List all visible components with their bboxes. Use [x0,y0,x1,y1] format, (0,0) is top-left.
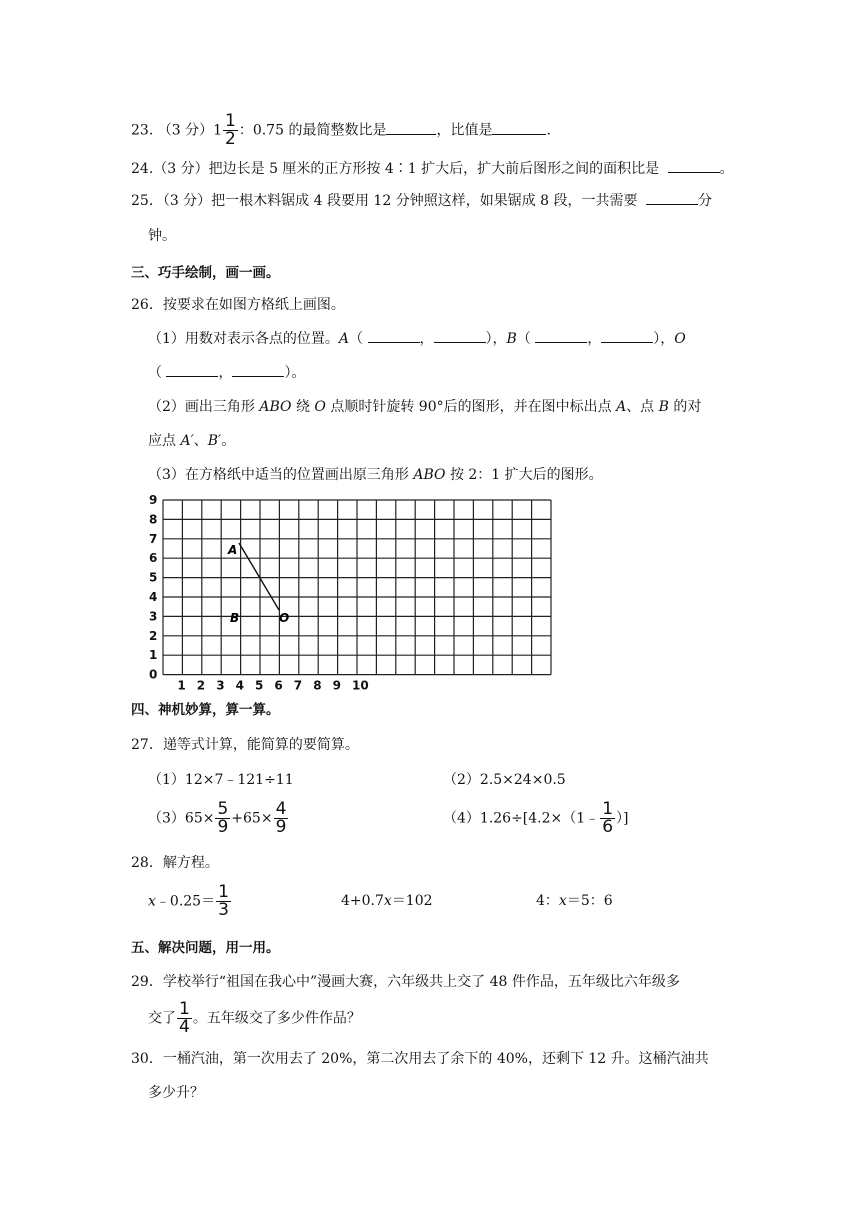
O-y-blank [232,364,284,377]
O-x-blank [166,364,218,377]
A-y-blank [434,330,486,343]
y-tick-label: 6 [149,551,158,566]
B-x-blank [535,330,587,343]
x-tick-label: 1 [177,678,186,693]
grid-paper [145,492,557,693]
q28-e1-frac: $\frac{1}{3}$ [218,882,229,920]
label-A: A [338,331,350,347]
point-B-label: B [230,611,240,625]
q27-c3-frac-1: $\frac{5}{9}$ [217,799,229,837]
question-25: 25．（3 分）把一根木料锯成 4 段要用 12 分钟照这样，如果锯成 8 段，一共需要 分 [131,193,712,209]
q23-blank-2 [492,122,546,135]
q26-intro: 26．按要求在如图方格纸上画图。 [131,297,345,313]
q25-text: 25．（3 分）把一根木料锯成 4 段要用 12 分钟照这样，如果锯成 8 段，一共需要 [131,193,638,209]
point-O-label: O [279,611,290,625]
q23-text-b: ，比值是 [436,122,493,139]
section-3-heading: 三、巧手绘制，画一画。 [131,265,280,281]
q29-line-2: 交了 $\frac{1}{4}$ 。五年级交了多少件作品？ [148,999,361,1037]
y-tick-label: 1 [149,648,158,663]
y-tick-label: 5 [149,570,158,585]
B-y-blank [601,330,653,343]
y-tick-label: 9 [149,493,158,507]
q27-calc-1: （1）12×7﹣121÷11 [148,772,294,788]
q23-fraction: $\frac{1}{2}$ [225,111,236,149]
q23-blank-1 [386,122,436,135]
y-tick-label: 8 [149,512,158,527]
q27-c3-frac-2: $\frac{4}{9}$ [275,799,287,837]
q28-intro: 28．解方程。 [131,855,219,871]
q26-part1: （1）用数对表示各点的位置。A（ ， ），B（ ， ），O [148,331,686,347]
section-4-heading: 四、神机妙算，算一算。 [131,702,280,718]
y-tick-label: 2 [149,628,158,643]
question-23: 23. （3 分）1 $\frac{1}{2}$ ：0.75 的最简整数比是 ，比值是 . [131,111,551,149]
q27-calc-4: （4）1.26÷[4.2×（1﹣ $\frac{1}{6}$ ）] [443,799,629,837]
q25-blank [646,192,698,205]
x-tick-label: 5 [255,678,264,693]
x-tick-label: 7 [293,678,303,693]
x-tick-label: 3 [216,678,225,693]
q29-line-1: 29．学校举行“祖国在我心中”漫画大赛，六年级共上交了 48 件作品，五年级比六年级多 [131,974,680,990]
q28-equation-2: 4+0.7x＝102 [341,893,433,909]
section-5-heading: 五、解决问题，用一用。 [131,940,280,956]
q27-calc-3: （3）65× $\frac{5}{9}$ +65× $\frac{4}{9}$ [148,799,287,837]
label-O: O [674,331,686,347]
q26-part2-line2: 应点 A′、B′。 [148,433,236,449]
segment-A-O [239,543,279,610]
x-tick-label: 6 [274,678,283,693]
q27-c4-frac: $\frac{1}{6}$ [602,799,614,837]
q30-line-1: 30．一桶汽油，第一次用去了 20%，第二次用去了余下的 40%，还剩下 12 升。这桶汽油共 [131,1051,709,1067]
q23-text-a: ：0.75 的最简整数比是 [238,122,387,139]
q23-number: 23. [131,122,154,139]
y-tick-label: 7 [149,531,158,546]
q23-score: （3 分） [157,122,214,139]
x-tick-label: 10 [352,678,369,693]
q28-equation-1: x﹣0.25＝ $\frac{1}{3}$ [148,882,229,920]
q26-part1-line2: （ ， ）。 [148,365,306,381]
q27-calc-2: （2）2.5×24×0.5 [443,772,566,788]
q28-equation-3: 4：x＝5：6 [536,893,613,909]
y-tick-label: 4 [149,590,158,604]
x-tick-label: 9 [332,678,341,693]
q24-text: 24.（3 分）把边长是 5 厘米的正方形按 4∶1 扩大后，扩大前后图形之间的面积比是 [131,161,660,177]
q29-frac: $\frac{1}{4}$ [179,999,190,1037]
q23-whole: 1 [213,122,222,139]
q27-intro: 27．递等式计算，能简算的要简算。 [131,737,359,753]
x-tick-label: 2 [196,678,206,693]
x-tick-label: 8 [313,678,322,693]
label-B: B [506,331,517,347]
q26-part2: （2）画出三角形 ABO 绕 O 点顺时针旋转 90°后的图形，并在图中标出点 A、点 B 的对 [148,399,702,415]
y-tick-label: 3 [149,609,158,624]
question-24: 24.（3 分）把边长是 5 厘米的正方形按 4∶1 扩大后，扩大前后图形之间的面积比是 。 [131,161,734,177]
point-A-label: A [228,543,238,557]
x-tick-label: 4 [235,678,244,693]
A-x-blank [368,330,420,343]
q26-part3: （3）在方格纸中适当的位置画出原三角形 ABO 按 2：1 扩大后的图形。 [148,467,603,483]
q25-line2: 钟。 [148,228,176,244]
q30-line-2: 多少升？ [148,1085,204,1101]
y-tick-label: 0 [149,667,158,682]
q24-blank [668,160,720,173]
